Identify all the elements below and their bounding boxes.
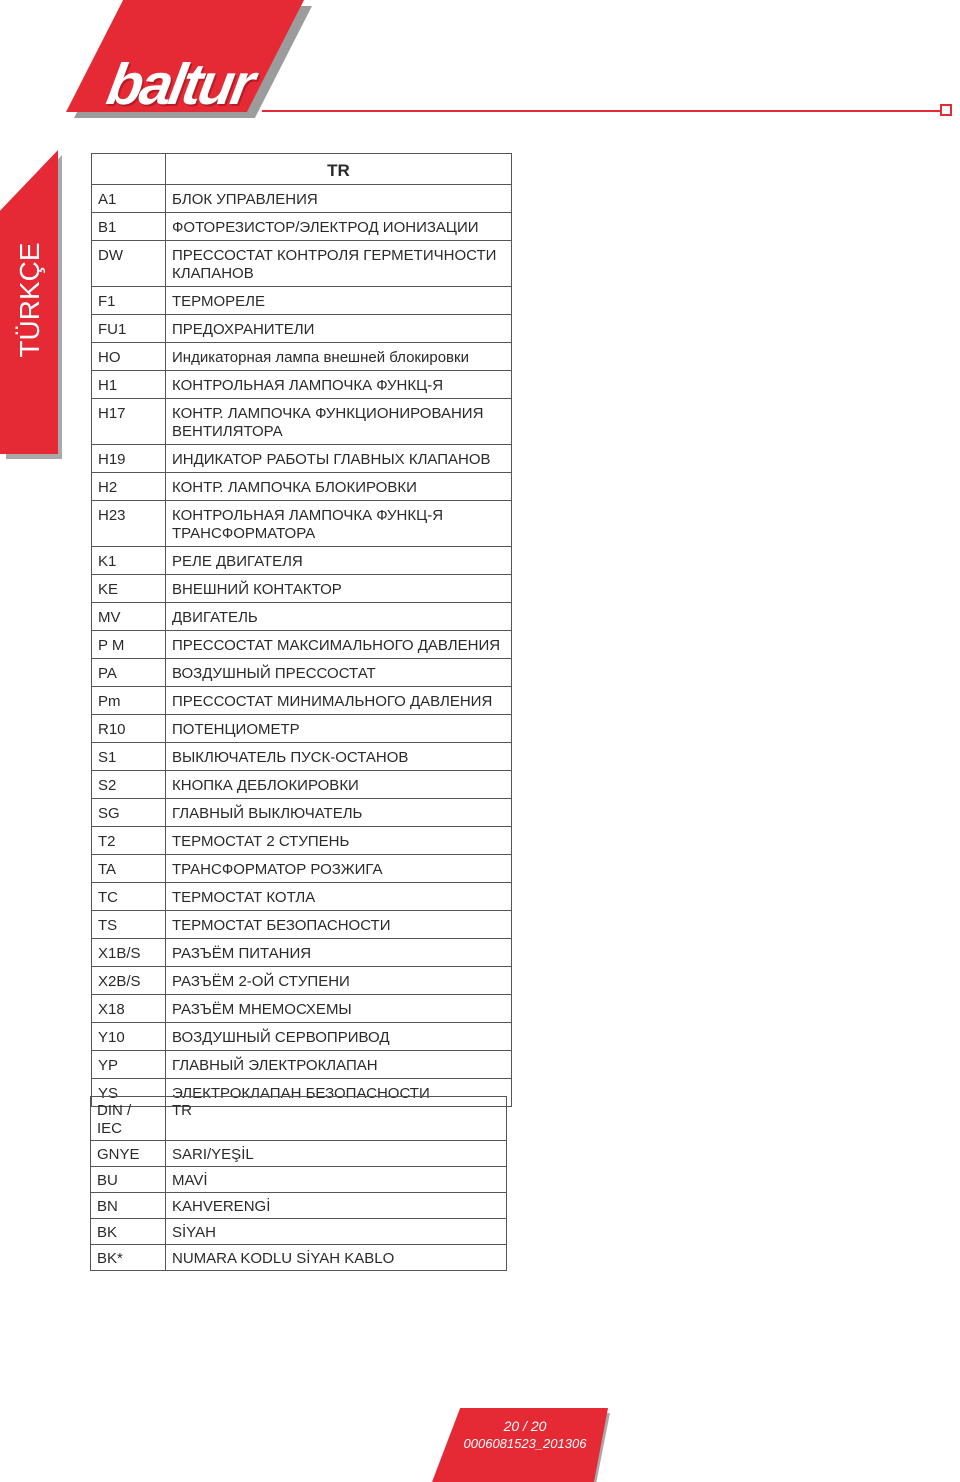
legend-row — [92, 1023, 512, 1051]
code-cell: F1 — [92, 287, 166, 315]
legend-row — [92, 995, 512, 1023]
code-cell: X18 — [92, 995, 166, 1023]
legend-row — [92, 399, 512, 445]
legend-row — [92, 659, 512, 687]
description-cell: ПРЕССОСТАТ МИНИМАЛЬНОГО ДАВЛЕНИЯ — [166, 687, 512, 715]
code-cell: S1 — [92, 743, 166, 771]
page-number: 20 / 20 — [503, 1418, 547, 1434]
description-cell: ТЕРМОРЕЛЕ — [166, 287, 512, 315]
legend-row — [92, 939, 512, 967]
color-body — [91, 1097, 507, 1271]
color-row — [91, 1141, 507, 1167]
description-cell: SİYAH — [166, 1219, 507, 1245]
description-cell: ТЕРМОСТАТ БЕЗОПАСНОСТИ — [166, 911, 512, 939]
description-cell: ВОЗДУШНЫЙ ПРЕССОСТАТ — [166, 659, 512, 687]
code-cell: GNYE — [91, 1141, 166, 1167]
description-cell: КОНТРОЛЬНАЯ ЛАМПОЧКА ФУНКЦ-Я — [166, 371, 512, 399]
legend-row — [92, 501, 512, 547]
code-cell: TA — [92, 855, 166, 883]
description-cell: ДВИГАТЕЛЬ — [166, 603, 512, 631]
description-cell: Индикаторная лампа внешней блокировки — [166, 343, 512, 371]
description-cell: ТЕРМОСТАТ 2 СТУПЕНЬ — [166, 827, 512, 855]
description-cell: ГЛАВНЫЙ ВЫКЛЮЧАТЕЛЬ — [166, 799, 512, 827]
legend-row — [92, 715, 512, 743]
code-cell: H23 — [92, 501, 166, 547]
legend-row — [92, 743, 512, 771]
description-cell: КНОПКА ДЕБЛОКИРОВКИ — [166, 771, 512, 799]
code-cell: R10 — [92, 715, 166, 743]
description-cell: ВНЕШНИЙ КОНТАКТОР — [166, 575, 512, 603]
description-cell: ВЫКЛЮЧАТЕЛЬ ПУСК-ОСТАНОВ — [166, 743, 512, 771]
legend-body — [92, 185, 512, 1107]
code-cell: Pm — [92, 687, 166, 715]
legend-row — [92, 547, 512, 575]
description-cell: РЕЛЕ ДВИГАТЕЛЯ — [166, 547, 512, 575]
legend-row — [92, 855, 512, 883]
description-cell: РАЗЪЁМ МНЕМОСХЕМЫ — [166, 995, 512, 1023]
code-cell: YP — [92, 1051, 166, 1079]
legend-row — [92, 687, 512, 715]
code-cell: MV — [92, 603, 166, 631]
code-cell: H17 — [92, 399, 166, 445]
legend-row — [92, 771, 512, 799]
code-cell: P M — [92, 631, 166, 659]
color-row — [91, 1245, 507, 1271]
code-cell: DIN / IEC — [91, 1097, 166, 1141]
legend-row — [92, 575, 512, 603]
description-cell: ПРЕДОХРАНИТЕЛИ — [166, 315, 512, 343]
description-cell: ЭЛЕКТРОКЛАПАН БЕЗОПАСНОСТИ — [166, 1079, 512, 1107]
legend-row — [92, 473, 512, 501]
description-cell: ПОТЕНЦИОМЕТР — [166, 715, 512, 743]
code-cell: X2B/S — [92, 967, 166, 995]
legend-row — [92, 911, 512, 939]
legend-header-code-cell — [92, 154, 166, 185]
document-code: 0006081523_201306 — [463, 1436, 587, 1451]
header-rule — [262, 110, 942, 112]
legend-row — [92, 315, 512, 343]
legend-row — [92, 967, 512, 995]
legend-row — [92, 371, 512, 399]
description-cell: ПРЕССОСТАТ МАКСИМАЛЬНОГО ДАВЛЕНИЯ — [166, 631, 512, 659]
code-cell: H19 — [92, 445, 166, 473]
code-cell: BK* — [91, 1245, 166, 1271]
description-cell: ВОЗДУШНЫЙ СЕРВОПРИВОД — [166, 1023, 512, 1051]
code-cell: KE — [92, 575, 166, 603]
legend-row — [92, 631, 512, 659]
wiring-legend-table — [91, 153, 512, 1107]
legend-header-row — [92, 154, 512, 185]
legend-row — [92, 343, 512, 371]
description-cell: РАЗЪЁМ 2-ОЙ СТУПЕНИ — [166, 967, 512, 995]
description-cell: ТЕРМОСТАТ КОТЛА — [166, 883, 512, 911]
description-cell: KAHVERENGİ — [166, 1193, 507, 1219]
code-cell: Y10 — [92, 1023, 166, 1051]
code-cell: PA — [92, 659, 166, 687]
description-cell: MAVİ — [166, 1167, 507, 1193]
code-cell: BN — [91, 1193, 166, 1219]
code-cell: YS — [92, 1079, 166, 1107]
description-cell: КОНТРОЛЬНАЯ ЛАМПОЧКА ФУНКЦ-Я ТРАНСФОРМАТОРА — [166, 501, 512, 547]
description-cell: ПРЕССОСТАТ КОНТРОЛЯ ГЕРМЕТИЧНОСТИ КЛАПАНОВ — [166, 241, 512, 287]
legend-row — [92, 287, 512, 315]
color-row — [91, 1167, 507, 1193]
legend-row — [92, 799, 512, 827]
header-logo — [0, 0, 960, 130]
code-cell: H1 — [92, 371, 166, 399]
header-rule-end-square — [940, 104, 952, 116]
description-cell: ФОТОРЕЗИСТОР/ЭЛЕКТРОД ИОНИЗАЦИИ — [166, 213, 512, 241]
legend-row — [92, 445, 512, 473]
description-cell: ТРАНСФОРМАТОР РОЗЖИГА — [166, 855, 512, 883]
code-cell: X1B/S — [92, 939, 166, 967]
description-cell: NUMARA KODLU SİYAH KABLO — [166, 1245, 507, 1271]
code-cell: K1 — [92, 547, 166, 575]
legend-row — [92, 827, 512, 855]
legend-row — [92, 185, 512, 213]
brand-logo: baltur — [102, 52, 257, 117]
legend-header-language: TR — [166, 154, 512, 185]
wire-color-table — [90, 1096, 507, 1271]
code-cell: H2 — [92, 473, 166, 501]
legend-row — [92, 1051, 512, 1079]
description-cell: SARI/YEŞİL — [166, 1141, 507, 1167]
code-cell: SG — [92, 799, 166, 827]
legend-row — [92, 603, 512, 631]
code-cell: B1 — [92, 213, 166, 241]
code-cell: TS — [92, 911, 166, 939]
code-cell: DW — [92, 241, 166, 287]
description-cell: БЛОК УПРАВЛЕНИЯ — [166, 185, 512, 213]
code-cell: HO — [92, 343, 166, 371]
legend-row — [92, 241, 512, 287]
description-cell: ИНДИКАТОР РАБОТЫ ГЛАВНЫХ КЛАПАНОВ — [166, 445, 512, 473]
description-cell: РАЗЪЁМ ПИТАНИЯ — [166, 939, 512, 967]
language-label: TÜRKÇE — [14, 242, 45, 358]
code-cell: FU1 — [92, 315, 166, 343]
code-cell: BU — [91, 1167, 166, 1193]
code-cell: S2 — [92, 771, 166, 799]
description-cell: КОНТР. ЛАМПОЧКА БЛОКИРОВКИ — [166, 473, 512, 501]
description-cell: ГЛАВНЫЙ ЭЛЕКТРОКЛАПАН — [166, 1051, 512, 1079]
description-cell: КОНТР. ЛАМПОЧКА ФУНКЦИОНИРОВАНИЯ ВЕНТИЛЯТОРА — [166, 399, 512, 445]
color-row — [91, 1097, 507, 1141]
code-cell: BK — [91, 1219, 166, 1245]
code-cell: T2 — [92, 827, 166, 855]
code-cell: A1 — [92, 185, 166, 213]
color-row — [91, 1219, 507, 1245]
color-row — [91, 1193, 507, 1219]
legend-row — [92, 883, 512, 911]
code-cell: TC — [92, 883, 166, 911]
description-cell: TR — [166, 1097, 507, 1141]
legend-row — [92, 213, 512, 241]
